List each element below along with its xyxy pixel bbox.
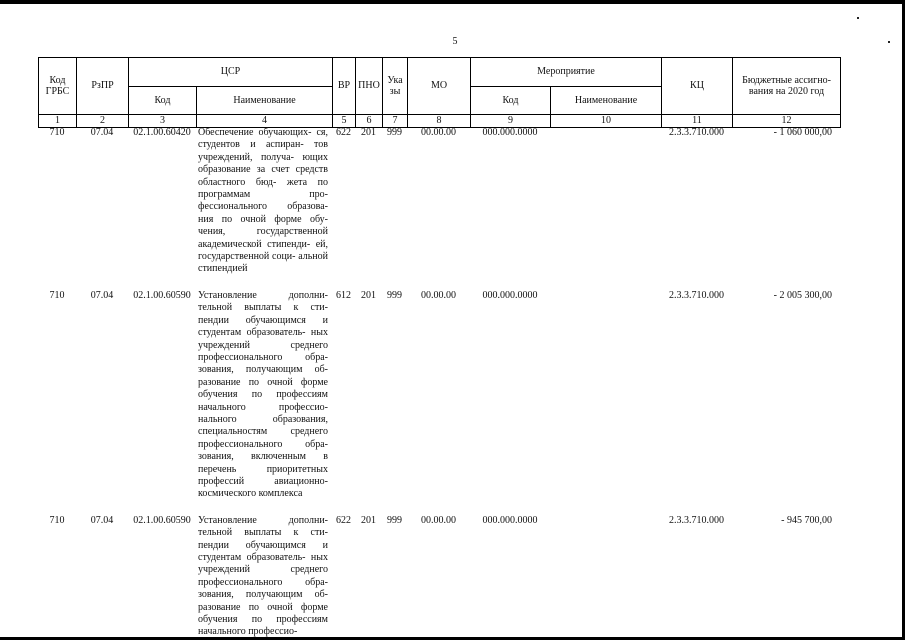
- cell-vr: 612: [336, 289, 351, 301]
- cell-mo: 00.00.00: [421, 289, 456, 301]
- cell-mo: 00.00.00: [421, 514, 456, 526]
- cell-mer-kod: 000.000.0000: [482, 289, 538, 301]
- cell-csr: 02.1.00.60590: [133, 289, 191, 301]
- column-number: 5: [333, 115, 356, 128]
- column-number: 6: [356, 115, 383, 128]
- table-body: [38, 127, 840, 639]
- cell-mo: 00.00.00: [421, 127, 456, 138]
- cell-csr: 02.1.00.60420: [133, 127, 191, 138]
- cell-kc: 2.3.3.710.000: [669, 127, 724, 138]
- cell-name: Обеспечение обучающих- ся, студентов и аспиран- тов учреждений, получа- ющих образование за счет средств областного бюд- жета по программам про- фессионального образова- ния по очной форме обу- чения, государственной академической стипенди- ей, государственной соци- альной стипендией: [198, 127, 328, 275]
- cell-ukazy: 999: [387, 514, 402, 526]
- column-number: 7: [383, 115, 408, 128]
- cell-rzpr: 07.04: [90, 289, 114, 301]
- column-number: 11: [662, 115, 733, 128]
- column-number: 10: [551, 115, 662, 128]
- header-pno: ПНО: [356, 58, 383, 115]
- cell-name: Установление дополни- тельной выплаты к сти- пендии обучающимся и студентам образователь- ных учреждений среднего профессионального обра- зования, получающим об- разование по очной форме обучения по профессиям начального профессио-: [198, 514, 328, 638]
- cell-mer-name: [550, 127, 661, 276]
- table-row: [38, 290, 840, 501]
- cell-kc: 2.3.3.710.000: [669, 289, 724, 301]
- header-csr: ЦСР: [129, 58, 333, 87]
- cell-pno: 201: [361, 127, 376, 138]
- cell-ukazy: 999: [387, 289, 402, 301]
- cell-pno: 201: [361, 514, 376, 526]
- header-rzpr: РзПР: [77, 58, 129, 115]
- column-number: 1: [39, 115, 77, 128]
- cell-kc: 2.3.3.710.000: [669, 514, 724, 526]
- table-row: [38, 127, 840, 276]
- header-kod-grbs: Код ГРБС: [39, 58, 77, 115]
- table-header: [38, 57, 841, 128]
- header-budget: Бюджетные ассигно- вания на 2020 год: [733, 58, 841, 115]
- scan-speck: [888, 41, 890, 43]
- header-meropriyatie: Мероприятие: [471, 58, 662, 87]
- header-kc: КЦ: [662, 58, 733, 115]
- cell-mer-name: [550, 515, 661, 639]
- header-mer-kod: Код: [471, 87, 551, 115]
- cell-rzpr: 07.04: [90, 127, 114, 138]
- scan-top-border: [0, 0, 905, 4]
- cell-vr: 622: [336, 514, 351, 526]
- cell-pno: 201: [361, 289, 376, 301]
- cell-rzpr: 07.04: [90, 514, 114, 526]
- column-number: 12: [733, 115, 841, 128]
- column-number: 2: [77, 115, 129, 128]
- column-number: 3: [129, 115, 197, 128]
- cell-vr: 622: [336, 127, 351, 138]
- header-ukazy: Ука зы: [383, 58, 408, 115]
- header-csr-name: Наименование: [197, 87, 333, 115]
- cell-sum: - 945 700,00: [781, 514, 832, 526]
- header-vr: ВР: [333, 58, 356, 115]
- column-number: 9: [471, 115, 551, 128]
- cell-ukazy: 999: [387, 127, 402, 138]
- column-number: 8: [408, 115, 471, 128]
- cell-mer-kod: 000.000.0000: [482, 127, 538, 138]
- header-csr-kod: Код: [129, 87, 197, 115]
- cell-grbs: 710: [49, 127, 65, 138]
- page-number: 5: [452, 36, 458, 47]
- header-mer-name: Наименование: [551, 87, 662, 115]
- column-number: 4: [197, 115, 333, 128]
- header-mo: МО: [408, 58, 471, 115]
- cell-sum: - 1 060 000,00: [773, 127, 832, 138]
- scan-speck: [857, 17, 859, 19]
- cell-csr: 02.1.00.60590: [133, 514, 191, 526]
- table-row: [38, 515, 840, 639]
- cell-mer-name: [550, 290, 661, 501]
- cell-sum: - 2 005 300,00: [773, 289, 832, 301]
- cell-grbs: 710: [49, 289, 65, 301]
- cell-mer-kod: 000.000.0000: [482, 514, 538, 526]
- cell-grbs: 710: [49, 514, 65, 526]
- cell-name: Установление дополни- тельной выплаты к сти- пендии обучающимся и студентам образователь- ных учреждений среднего профессионального обра- зования, получающим об- разование по очной форме обучения по профессиям начального профессио- нального образования, специальностям среднего профессионального обра- зования, включенным в перечень приоритетных профессий авиационно- космического комплекса: [198, 289, 328, 500]
